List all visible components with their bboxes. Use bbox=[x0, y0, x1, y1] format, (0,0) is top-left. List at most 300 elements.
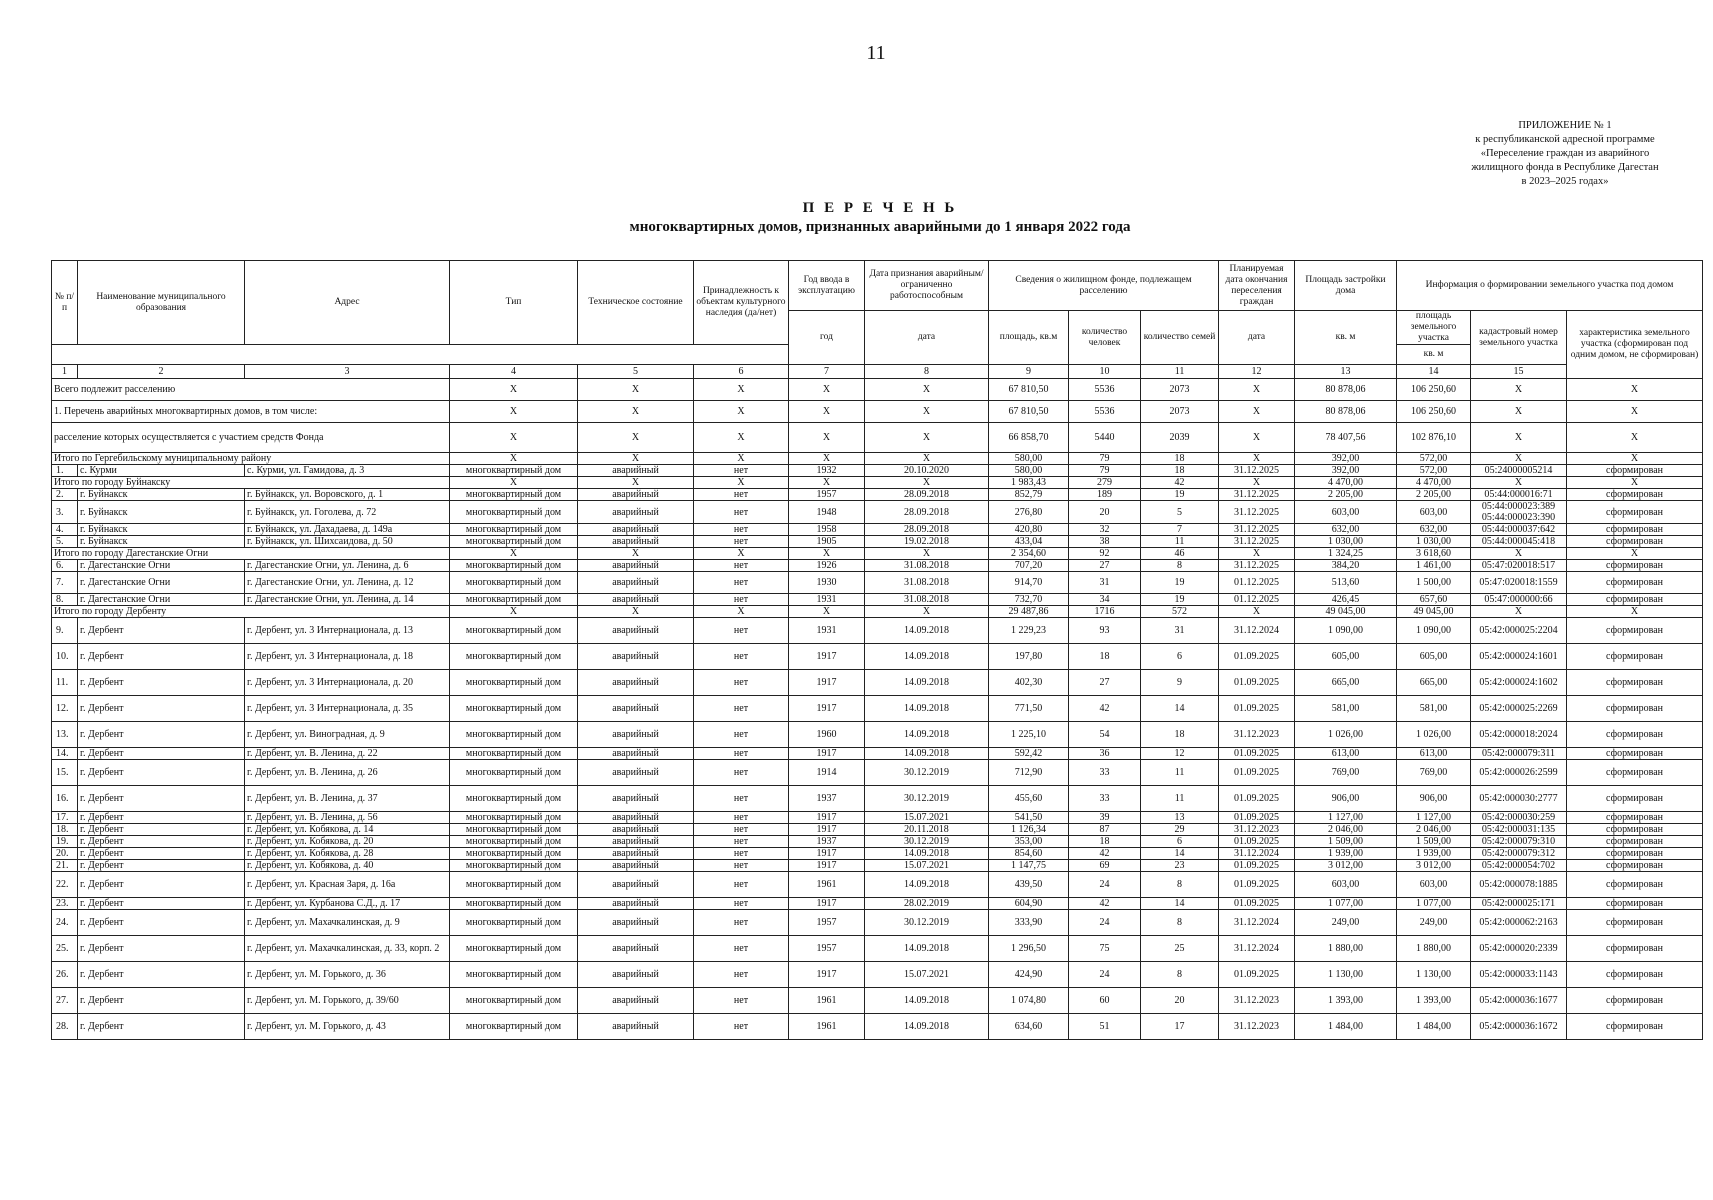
column-number: 15 bbox=[1471, 365, 1567, 379]
municipality-cell: г. Дербент bbox=[78, 618, 245, 644]
built-area-cell: 581,00 bbox=[1295, 696, 1397, 722]
cadastral-cell: 05:42:000030:259 bbox=[1471, 812, 1567, 824]
families-cell: 31 bbox=[1141, 618, 1219, 644]
row-number: 15. bbox=[52, 760, 78, 786]
type-cell: многоквартирный дом bbox=[450, 898, 578, 910]
people-cell: 189 bbox=[1069, 489, 1141, 501]
built-area-cell: 632,00 bbox=[1295, 524, 1397, 536]
condition-cell: аварийный bbox=[578, 962, 694, 988]
built-area-cell: 1 130,00 bbox=[1295, 962, 1397, 988]
year-cell: 1931 bbox=[789, 594, 865, 606]
people-cell: 42 bbox=[1069, 848, 1141, 860]
year-cell: 1931 bbox=[789, 618, 865, 644]
built-area-cell: 384,20 bbox=[1295, 560, 1397, 572]
header-type: Тип bbox=[450, 261, 578, 345]
total-row bbox=[52, 379, 1703, 401]
planned-date-cell: X bbox=[1219, 606, 1295, 618]
land-area-cell: 249,00 bbox=[1397, 910, 1471, 936]
municipality-cell: с. Курми bbox=[78, 465, 245, 477]
land-area-cell: 613,00 bbox=[1397, 748, 1471, 760]
heritage-cell: X bbox=[694, 453, 789, 465]
built-area-cell: 80 878,06 bbox=[1295, 379, 1397, 401]
address-cell: г. Дербент, ул. 3 Интернационала, д. 35 bbox=[245, 696, 450, 722]
heritage-cell: нет bbox=[694, 872, 789, 898]
land-area-cell: 572,00 bbox=[1397, 453, 1471, 465]
cadastral-cell: X bbox=[1471, 477, 1567, 489]
header-heritage: Принадлежность к объектам культурного наследия (да/нет) bbox=[694, 261, 789, 345]
heritage-cell: X bbox=[694, 401, 789, 423]
land-char-cell: сформирован bbox=[1567, 594, 1703, 606]
land-area-cell: 4 470,00 bbox=[1397, 477, 1471, 489]
land-area-cell: 572,00 bbox=[1397, 465, 1471, 477]
land-area-cell: 906,00 bbox=[1397, 786, 1471, 812]
area-cell: 634,60 bbox=[989, 1014, 1069, 1040]
heritage-cell: нет bbox=[694, 962, 789, 988]
date-cell: 30.12.2019 bbox=[865, 910, 989, 936]
header-housing-info: Сведения о жилищном фонде, подлежащем расселению bbox=[989, 261, 1219, 311]
cadastral-cell: 05:24000005214 bbox=[1471, 465, 1567, 477]
address-cell: г. Буйнакск, ул. Гоголева, д. 72 bbox=[245, 501, 450, 524]
people-cell: 1716 bbox=[1069, 606, 1141, 618]
land-char-cell: сформирован bbox=[1567, 824, 1703, 836]
people-cell: 27 bbox=[1069, 560, 1141, 572]
date-cell: 14.09.2018 bbox=[865, 848, 989, 860]
row-number: 5. bbox=[52, 536, 78, 548]
area-cell: 732,70 bbox=[989, 594, 1069, 606]
subtotal-label: Итого по городу Дербенту bbox=[52, 606, 450, 618]
families-cell: 14 bbox=[1141, 696, 1219, 722]
house-row bbox=[52, 618, 1703, 644]
type-cell: многоквартирный дом bbox=[450, 489, 578, 501]
people-cell: 87 bbox=[1069, 824, 1141, 836]
row-number: 13. bbox=[52, 722, 78, 748]
land-area-cell: 1 939,00 bbox=[1397, 848, 1471, 860]
type-cell: X bbox=[450, 477, 578, 489]
house-row bbox=[52, 644, 1703, 670]
row-number: 18. bbox=[52, 824, 78, 836]
land-char-cell: сформирован bbox=[1567, 572, 1703, 594]
area-cell: 402,30 bbox=[989, 670, 1069, 696]
families-cell: 11 bbox=[1141, 536, 1219, 548]
built-area-cell: 603,00 bbox=[1295, 872, 1397, 898]
header-year-sub: год bbox=[789, 311, 865, 365]
families-cell: 29 bbox=[1141, 824, 1219, 836]
area-cell: 1 983,43 bbox=[989, 477, 1069, 489]
land-area-cell: 1 461,00 bbox=[1397, 560, 1471, 572]
built-area-cell: 4 470,00 bbox=[1295, 477, 1397, 489]
year-cell: 1905 bbox=[789, 536, 865, 548]
type-cell: многоквартирный дом bbox=[450, 536, 578, 548]
families-cell: 2039 bbox=[1141, 423, 1219, 453]
land-char-cell: сформирован bbox=[1567, 524, 1703, 536]
municipality-cell: г. Дербент bbox=[78, 1014, 245, 1040]
date-cell: 31.08.2018 bbox=[865, 594, 989, 606]
families-cell: 9 bbox=[1141, 670, 1219, 696]
families-cell: 6 bbox=[1141, 836, 1219, 848]
date-cell: 30.12.2019 bbox=[865, 760, 989, 786]
municipality-cell: г. Буйнакск bbox=[78, 536, 245, 548]
column-number: 2 bbox=[78, 365, 245, 379]
land-char-cell: X bbox=[1567, 477, 1703, 489]
built-area-cell: 392,00 bbox=[1295, 453, 1397, 465]
year-cell: 1961 bbox=[789, 988, 865, 1014]
date-cell: 20.11.2018 bbox=[865, 824, 989, 836]
date-cell: X bbox=[865, 453, 989, 465]
condition-cell: аварийный bbox=[578, 836, 694, 848]
people-cell: 31 bbox=[1069, 572, 1141, 594]
people-cell: 92 bbox=[1069, 548, 1141, 560]
area-cell: 541,50 bbox=[989, 812, 1069, 824]
heritage-cell: X bbox=[694, 423, 789, 453]
address-cell: г. Дербент, ул. Кобякова, д. 40 bbox=[245, 860, 450, 872]
type-cell: многоквартирный дом bbox=[450, 618, 578, 644]
address-cell: г. Дербент, ул. Курбанова С.Д., д. 17 bbox=[245, 898, 450, 910]
families-cell: 18 bbox=[1141, 453, 1219, 465]
date-cell: X bbox=[865, 606, 989, 618]
house-row bbox=[52, 824, 1703, 836]
document-title-block bbox=[520, 199, 1240, 237]
condition-cell: аварийный bbox=[578, 524, 694, 536]
families-cell: 8 bbox=[1141, 910, 1219, 936]
built-area-cell: 665,00 bbox=[1295, 670, 1397, 696]
cadastral-cell: 05:42:000025:2269 bbox=[1471, 696, 1567, 722]
year-cell: 1917 bbox=[789, 696, 865, 722]
cadastral-cell: 05:44:000045:418 bbox=[1471, 536, 1567, 548]
heritage-cell: нет bbox=[694, 560, 789, 572]
land-area-cell: 106 250,60 bbox=[1397, 401, 1471, 423]
condition-cell: аварийный bbox=[578, 594, 694, 606]
heritage-cell: нет bbox=[694, 836, 789, 848]
planned-date-cell: 01.12.2025 bbox=[1219, 572, 1295, 594]
people-cell: 33 bbox=[1069, 760, 1141, 786]
land-area-cell: 632,00 bbox=[1397, 524, 1471, 536]
planned-date-cell: 31.12.2025 bbox=[1219, 501, 1295, 524]
cadastral-cell: 05:42:000018:2024 bbox=[1471, 722, 1567, 748]
year-cell: 1937 bbox=[789, 786, 865, 812]
type-cell: многоквартирный дом bbox=[450, 748, 578, 760]
people-cell: 38 bbox=[1069, 536, 1141, 548]
subtotal-row bbox=[52, 548, 1703, 560]
year-cell: 1958 bbox=[789, 524, 865, 536]
built-area-cell: 1 030,00 bbox=[1295, 536, 1397, 548]
heritage-cell: нет bbox=[694, 824, 789, 836]
land-char-cell: X bbox=[1567, 453, 1703, 465]
people-cell: 54 bbox=[1069, 722, 1141, 748]
condition-cell: аварийный bbox=[578, 572, 694, 594]
people-cell: 75 bbox=[1069, 936, 1141, 962]
planned-date-cell: 31.12.2023 bbox=[1219, 988, 1295, 1014]
type-cell: многоквартирный дом bbox=[450, 836, 578, 848]
heritage-cell: нет bbox=[694, 696, 789, 722]
condition-cell: аварийный bbox=[578, 670, 694, 696]
row-number: 12. bbox=[52, 696, 78, 722]
date-cell: 14.09.2018 bbox=[865, 722, 989, 748]
municipality-cell: г. Дербент bbox=[78, 824, 245, 836]
cadastral-cell: 05:42:000031:135 bbox=[1471, 824, 1567, 836]
row-number: 20. bbox=[52, 848, 78, 860]
column-numbers-row bbox=[52, 365, 1703, 379]
condition-cell: X bbox=[578, 379, 694, 401]
type-cell: X bbox=[450, 379, 578, 401]
people-cell: 24 bbox=[1069, 872, 1141, 898]
date-cell: 30.12.2019 bbox=[865, 786, 989, 812]
heritage-cell: нет bbox=[694, 501, 789, 524]
house-row bbox=[52, 572, 1703, 594]
house-row bbox=[52, 860, 1703, 872]
cadastral-cell: 05:42:000079:310 bbox=[1471, 836, 1567, 848]
cadastral-cell: X bbox=[1471, 401, 1567, 423]
cadastral-cell: X bbox=[1471, 453, 1567, 465]
cadastral-cell: X bbox=[1471, 379, 1567, 401]
people-cell: 18 bbox=[1069, 836, 1141, 848]
condition-cell: аварийный bbox=[578, 898, 694, 910]
condition-cell: аварийный bbox=[578, 860, 694, 872]
house-row bbox=[52, 560, 1703, 572]
land-area-cell: 1 130,00 bbox=[1397, 962, 1471, 988]
built-area-cell: 513,60 bbox=[1295, 572, 1397, 594]
cadastral-cell: X bbox=[1471, 606, 1567, 618]
condition-cell: аварийный bbox=[578, 848, 694, 860]
heritage-cell: нет bbox=[694, 786, 789, 812]
area-cell: 1 225,10 bbox=[989, 722, 1069, 748]
row-number: 7. bbox=[52, 572, 78, 594]
house-row bbox=[52, 962, 1703, 988]
built-area-cell: 2 205,00 bbox=[1295, 489, 1397, 501]
area-cell: 854,60 bbox=[989, 848, 1069, 860]
families-cell: 19 bbox=[1141, 489, 1219, 501]
address-cell: г. Дагестанские Огни, ул. Ленина, д. 14 bbox=[245, 594, 450, 606]
type-cell: многоквартирный дом bbox=[450, 860, 578, 872]
area-cell: 852,79 bbox=[989, 489, 1069, 501]
house-row bbox=[52, 501, 1703, 524]
cadastral-cell: 05:42:000020:2339 bbox=[1471, 936, 1567, 962]
heritage-cell: нет bbox=[694, 760, 789, 786]
area-cell: 1 147,75 bbox=[989, 860, 1069, 872]
header-land-area: площадь земельного участка bbox=[1397, 311, 1471, 345]
header-land-char: характеристика земельного участка (сформирован под одним домом, не сформирован) bbox=[1567, 311, 1703, 379]
type-cell: многоквартирный дом bbox=[450, 501, 578, 524]
built-area-cell: 605,00 bbox=[1295, 644, 1397, 670]
families-cell: 17 bbox=[1141, 1014, 1219, 1040]
year-cell: X bbox=[789, 379, 865, 401]
land-char-cell: сформирован bbox=[1567, 748, 1703, 760]
area-cell: 604,90 bbox=[989, 898, 1069, 910]
people-cell: 20 bbox=[1069, 501, 1141, 524]
land-area-cell: 1 030,00 bbox=[1397, 536, 1471, 548]
families-cell: 14 bbox=[1141, 848, 1219, 860]
row-number: 10. bbox=[52, 644, 78, 670]
municipality-cell: г. Дербент bbox=[78, 760, 245, 786]
families-cell: 19 bbox=[1141, 594, 1219, 606]
year-cell: 1930 bbox=[789, 572, 865, 594]
column-number: 12 bbox=[1219, 365, 1295, 379]
row-number: 27. bbox=[52, 988, 78, 1014]
type-cell: многоквартирный дом bbox=[450, 524, 578, 536]
people-cell: 39 bbox=[1069, 812, 1141, 824]
condition-cell: аварийный bbox=[578, 936, 694, 962]
land-area-cell: 657,60 bbox=[1397, 594, 1471, 606]
year-cell: X bbox=[789, 548, 865, 560]
land-char-cell: сформирован bbox=[1567, 696, 1703, 722]
condition-cell: X bbox=[578, 453, 694, 465]
municipality-cell: г. Буйнакск bbox=[78, 524, 245, 536]
address-cell: г. Дербент, ул. Красная Заря, д. 16а bbox=[245, 872, 450, 898]
area-cell: 2 354,60 bbox=[989, 548, 1069, 560]
planned-date-cell: 31.12.2025 bbox=[1219, 560, 1295, 572]
built-area-cell: 1 393,00 bbox=[1295, 988, 1397, 1014]
built-area-cell: 1 880,00 bbox=[1295, 936, 1397, 962]
heritage-cell: X bbox=[694, 477, 789, 489]
land-char-cell: X bbox=[1567, 548, 1703, 560]
date-cell: 14.09.2018 bbox=[865, 696, 989, 722]
cadastral-cell: X bbox=[1471, 548, 1567, 560]
column-number: 7 bbox=[789, 365, 865, 379]
municipality-cell: г. Дербент bbox=[78, 860, 245, 872]
column-number: 3 bbox=[245, 365, 450, 379]
families-cell: 20 bbox=[1141, 988, 1219, 1014]
heritage-cell: нет bbox=[694, 536, 789, 548]
header-municipality: Наименование муниципального образования bbox=[78, 261, 245, 345]
land-char-cell: сформирован bbox=[1567, 860, 1703, 872]
planned-date-cell: 01.09.2025 bbox=[1219, 644, 1295, 670]
planned-date-cell: 01.09.2025 bbox=[1219, 812, 1295, 824]
type-cell: многоквартирный дом bbox=[450, 786, 578, 812]
year-cell: 1961 bbox=[789, 872, 865, 898]
land-area-cell: 581,00 bbox=[1397, 696, 1471, 722]
area-cell: 1 126,34 bbox=[989, 824, 1069, 836]
land-char-cell: сформирован bbox=[1567, 848, 1703, 860]
people-cell: 279 bbox=[1069, 477, 1141, 489]
condition-cell: аварийный bbox=[578, 988, 694, 1014]
column-number: 5 bbox=[578, 365, 694, 379]
land-char-cell: сформирован bbox=[1567, 722, 1703, 748]
date-cell: 28.02.2019 bbox=[865, 898, 989, 910]
built-area-cell: 1 939,00 bbox=[1295, 848, 1397, 860]
row-number: 22. bbox=[52, 872, 78, 898]
house-row bbox=[52, 536, 1703, 548]
type-cell: многоквартирный дом bbox=[450, 572, 578, 594]
cadastral-cell: 05:44:000023:389 05:44:000023:390 bbox=[1471, 501, 1567, 524]
address-cell: г. Дербент, ул. Кобякова, д. 14 bbox=[245, 824, 450, 836]
subtotal-label: Итого по городу Буйнакску bbox=[52, 477, 450, 489]
built-area-cell: 3 012,00 bbox=[1295, 860, 1397, 872]
condition-cell: аварийный bbox=[578, 560, 694, 572]
planned-date-cell: 31.12.2025 bbox=[1219, 489, 1295, 501]
date-cell: 28.09.2018 bbox=[865, 489, 989, 501]
municipality-cell: г. Дербент bbox=[78, 962, 245, 988]
header-condition: Техническое состояние bbox=[578, 261, 694, 345]
address-cell: г. Дагестанские Огни, ул. Ленина, д. 12 bbox=[245, 572, 450, 594]
house-row bbox=[52, 836, 1703, 848]
people-cell: 32 bbox=[1069, 524, 1141, 536]
row-number: 11. bbox=[52, 670, 78, 696]
cadastral-cell: 05:42:000025:171 bbox=[1471, 898, 1567, 910]
heritage-cell: нет bbox=[694, 910, 789, 936]
families-cell: 6 bbox=[1141, 644, 1219, 670]
land-char-cell: сформирован bbox=[1567, 988, 1703, 1014]
built-area-cell: 1 026,00 bbox=[1295, 722, 1397, 748]
date-cell: X bbox=[865, 379, 989, 401]
families-cell: 8 bbox=[1141, 872, 1219, 898]
total-label: Всего подлежит расселению bbox=[52, 379, 450, 401]
built-area-cell: 1 509,00 bbox=[1295, 836, 1397, 848]
house-row bbox=[52, 786, 1703, 812]
house-row bbox=[52, 670, 1703, 696]
heritage-cell: нет bbox=[694, 670, 789, 696]
cadastral-cell: 05:42:000026:2599 bbox=[1471, 760, 1567, 786]
land-area-cell: 1 077,00 bbox=[1397, 898, 1471, 910]
municipality-cell: г. Дербент bbox=[78, 898, 245, 910]
house-row bbox=[52, 898, 1703, 910]
appendix-line: ПРИЛОЖЕНИЕ № 1 bbox=[1518, 120, 1612, 131]
people-cell: 5440 bbox=[1069, 423, 1141, 453]
condition-cell: X bbox=[578, 606, 694, 618]
cadastral-cell: 05:42:000033:1143 bbox=[1471, 962, 1567, 988]
planned-date-cell: 01.09.2025 bbox=[1219, 898, 1295, 910]
planned-date-cell: 01.09.2025 bbox=[1219, 748, 1295, 760]
row-number: 28. bbox=[52, 1014, 78, 1040]
planned-date-cell: X bbox=[1219, 477, 1295, 489]
heritage-cell: нет bbox=[694, 722, 789, 748]
header-area-sub: площадь, кв.м bbox=[989, 311, 1069, 365]
cadastral-cell: 05:42:000078:1885 bbox=[1471, 872, 1567, 898]
planned-date-cell: 31.12.2023 bbox=[1219, 722, 1295, 748]
people-cell: 5536 bbox=[1069, 401, 1141, 423]
people-cell: 5536 bbox=[1069, 379, 1141, 401]
cadastral-cell: 05:42:000024:1601 bbox=[1471, 644, 1567, 670]
type-cell: многоквартирный дом bbox=[450, 848, 578, 860]
area-cell: 1 296,50 bbox=[989, 936, 1069, 962]
families-cell: 14 bbox=[1141, 898, 1219, 910]
year-cell: X bbox=[789, 606, 865, 618]
condition-cell: аварийный bbox=[578, 536, 694, 548]
column-number: 14 bbox=[1397, 365, 1471, 379]
land-area-cell: 2 205,00 bbox=[1397, 489, 1471, 501]
land-char-cell: сформирован bbox=[1567, 670, 1703, 696]
cadastral-cell: 05:42:000024:1602 bbox=[1471, 670, 1567, 696]
date-cell: 31.08.2018 bbox=[865, 572, 989, 594]
date-cell: 14.09.2018 bbox=[865, 748, 989, 760]
row-number: 6. bbox=[52, 560, 78, 572]
row-number: 25. bbox=[52, 936, 78, 962]
house-row bbox=[52, 489, 1703, 501]
built-area-cell: 1 090,00 bbox=[1295, 618, 1397, 644]
address-cell: г. Дербент, ул. В. Ленина, д. 26 bbox=[245, 760, 450, 786]
condition-cell: аварийный bbox=[578, 489, 694, 501]
families-cell: 11 bbox=[1141, 786, 1219, 812]
condition-cell: X bbox=[578, 423, 694, 453]
row-number: 1. bbox=[52, 465, 78, 477]
cadastral-cell: 05:47:000000:66 bbox=[1471, 594, 1567, 606]
planned-date-cell: 01.09.2025 bbox=[1219, 696, 1295, 722]
house-row bbox=[52, 936, 1703, 962]
land-area-cell: 769,00 bbox=[1397, 760, 1471, 786]
row-number: 19. bbox=[52, 836, 78, 848]
heritage-cell: нет bbox=[694, 988, 789, 1014]
land-area-cell: 603,00 bbox=[1397, 872, 1471, 898]
address-cell: г. Дербент, ул. Кобякова, д. 20 bbox=[245, 836, 450, 848]
condition-cell: аварийный bbox=[578, 618, 694, 644]
cadastral-cell: 05:44:000016:71 bbox=[1471, 489, 1567, 501]
year-cell: 1917 bbox=[789, 848, 865, 860]
address-cell: г. Дербент, ул. М. Горького, д. 43 bbox=[245, 1014, 450, 1040]
year-cell: X bbox=[789, 401, 865, 423]
land-area-cell: 1 127,00 bbox=[1397, 812, 1471, 824]
type-cell: многоквартирный дом bbox=[450, 1014, 578, 1040]
type-cell: X bbox=[450, 453, 578, 465]
emergency-houses-table bbox=[51, 260, 1703, 1040]
area-cell: 439,50 bbox=[989, 872, 1069, 898]
